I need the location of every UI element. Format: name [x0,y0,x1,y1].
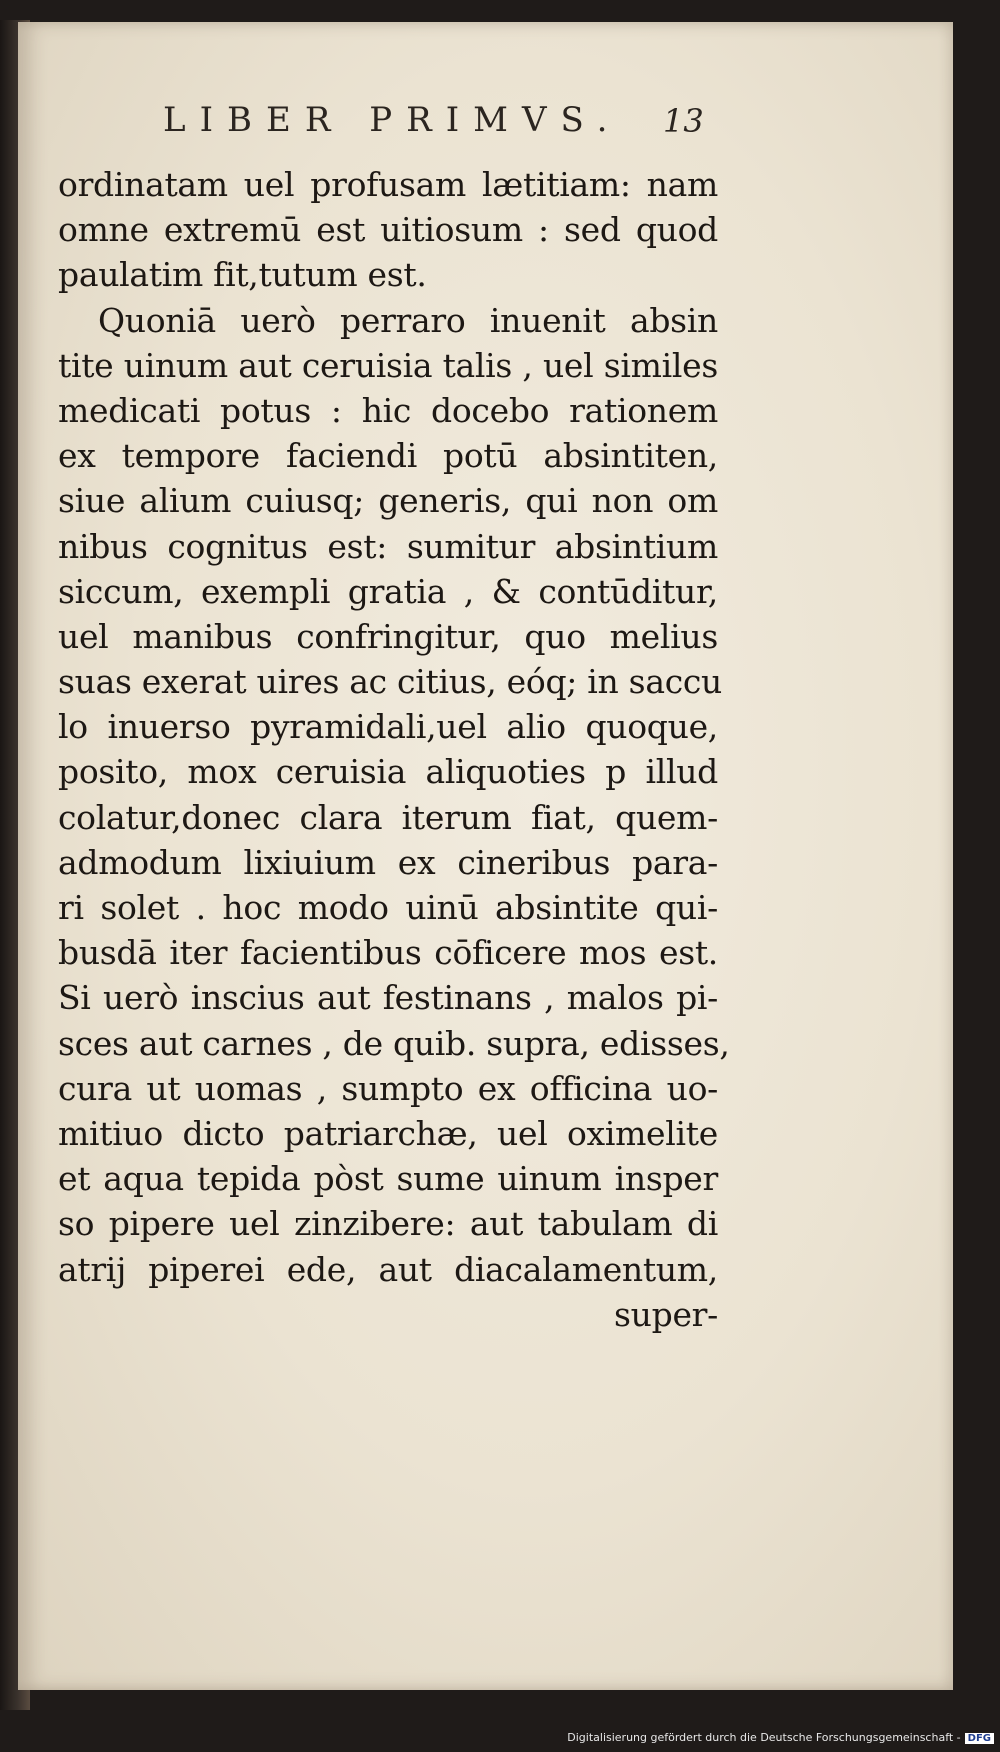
text-line: ri solet . hoc modo uinū absintite qui- [58,888,718,927]
text-line: cura ut uomas , sumpto ex officina uo- [58,1068,718,1108]
text-line: siue alium cuiusq; generis, qui non om [58,481,718,521]
text-line: ex tempore faciendi potū absintiten, [58,436,718,476]
text-line: admodum lixiuium ex cineribus para- [58,842,718,882]
catchword: super- [614,1294,718,1334]
text-line: omne extremū est uitiosum : sed quod [58,210,718,250]
text-line: et aqua tepida pòst sume uinum insper [58,1159,718,1199]
digitization-credit [567,1731,994,1744]
text-line: so pipere uel zinzibere: aut tabulam di [58,1204,718,1244]
text-line: tite uinum aut ceruisia talis , uel similes [58,345,718,385]
text-line: colatur,donec clara iterum fiat, quem- [58,797,718,837]
text-line: sces aut carnes , de quib. supra, edisses, [58,1023,730,1063]
dfg-logo: DFG [965,1733,994,1744]
running-title: LIBER PRIMVS. [163,100,622,140]
text-line: uel manibus confringitur, quo melius [58,616,718,656]
text-line: siccum, exempli gratia , & contūditur, [58,571,718,611]
text-line: ordinatam uel profusam lætitiam: nam [58,165,718,204]
text-line: medicati potus : hic docebo rationem [58,390,718,430]
book-page [18,22,953,1690]
folio-number: 13 [663,102,704,140]
text-line: lo inuerso pyramidali,uel alio quoque, [58,707,718,747]
credit-text: Digitalisierung gefördert durch die Deutsche Forschungsgemeinschaft - [567,1731,961,1744]
text-line: Quoniā uerò perraro inuenit absin [98,300,718,340]
text-line: paulatim fit,tutum est. [58,255,427,295]
text-line: nibus cognitus est: sumitur absintium [58,526,718,566]
text-line: posito, mox ceruisia aliquoties p illud [58,752,718,792]
text-line: Si uerò inscius aut festinans , malos pi- [58,978,718,1018]
running-head [18,100,953,160]
text-line: busdā iter facientibus cōficere mos est. [58,933,718,973]
text-block [58,162,730,1337]
text-line: atrij piperei ede, aut diacalamentum, [58,1249,718,1289]
text-line: mitiuo dicto patriarchæ, uel oximelite [58,1113,718,1153]
text-line: suas exerat uires ac citius, eóq; in saccu [58,662,723,702]
